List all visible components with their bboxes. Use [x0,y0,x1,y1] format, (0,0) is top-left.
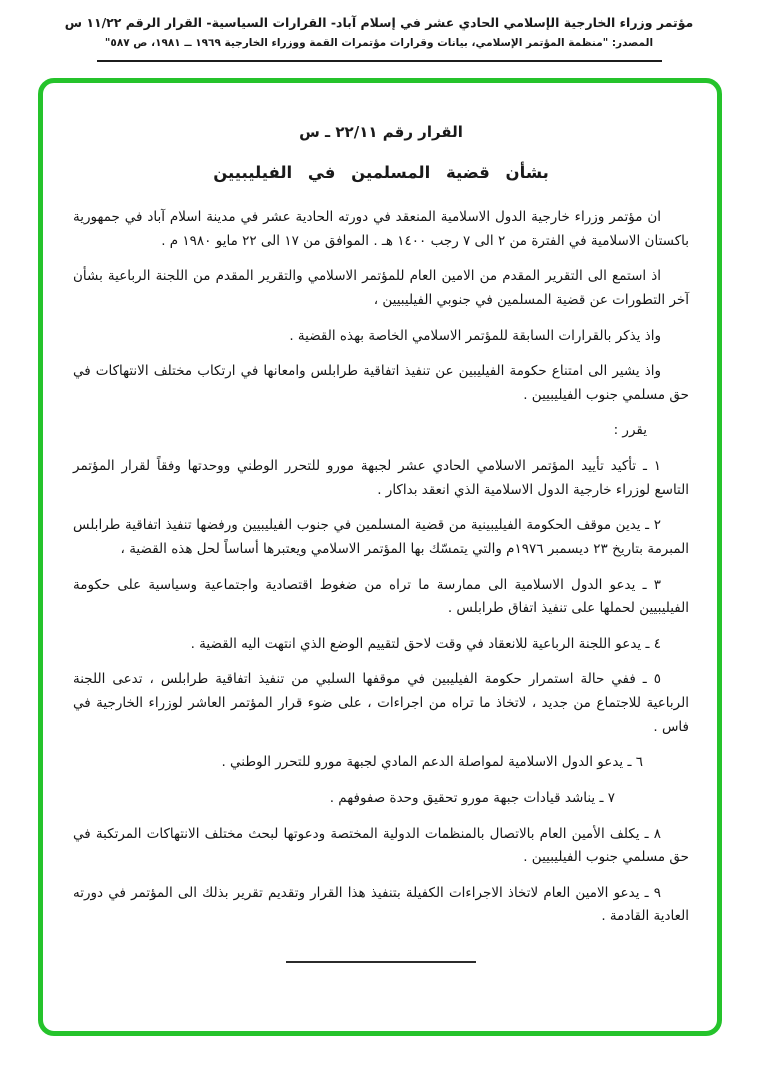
resolution-clause: ٨ ـ يكلف الأمين العام بالاتصال بالمنظمات الدولية المختصة ودعوتها لبحث مختلف الانتهاكات المرتكبة في حق مسلمي جنوب الفيليبيين . [73,825,689,866]
preamble-paragraph: ان مؤتمر وزراء خارجية الدول الاسلامية المنعقد في دورته الحادية عشر في مدينة اسلام آباد في جمهورية باكستان الاسلامية في الفترة من ٢ الى ٧ رجب ١٤٠٠ هـ . الموافق من ١٧ الى ٢٢ مايو ١٩٨٠ م . [73,209,689,249]
preamble-paragraph: واذ يذكر بالقرارات السابقة للمؤتمر الاسلامي الخاصة بهذه القضية . [289,327,661,344]
resolution-clause: ٣ ـ يدعو الدول الاسلامية الى ممارسة ما تراه من ضغوط اقتصادية واجتماعية وسياسية على حكومة الفيليبيين لحملها على تنفيذ اتفاق طرابلس . [73,576,689,617]
resolution-clause: ٩ ـ يدعو الامين العام لاتخاذ الاجراءات الكفيلة بتنفيذ هذا القرار وتقديم تقرير بذلك الى المؤتمر في دورته العادية القادمة . [73,884,689,925]
resolution-clause: ٥ ـ ففي حالة استمرار حكومة الفيليبين في موقفها السلبي من تنفيذ اتفاقية طرابلس ، تدعى اللجنة الرباعية للاجتماع من جديد ، لاتخاذ ما تراه من اجراءات ، على ضوء قرار المؤتمر العاشر لوزراء الخارجية في فاس . [73,671,689,735]
decree-label: يقرر : [613,422,647,439]
end-divider [286,961,476,963]
resolution-clause: ١ ـ تأكيد تأييد المؤتمر الاسلامي الحادي عشر لجبهة مورو للتحرر الوطني ووحدتها وفقاً لقرار المؤتمر التاسع لوزراء خارجية الدول الاسلامية الذي انعقد بداكار . [73,458,689,498]
resolution-clause: ٦ ـ يدعو الدول الاسلامية لمواصلة الدعم المادي لجبهة مورو للتحرر الوطني . [221,754,643,771]
preamble-paragraph: واذ يشير الى امتناع حكومة الفيليبين عن تنفيذ اتفاقية طرابلس وامعانها في ارتكاب مختلف الانتهاكات في حق مسلمي جنوب الفيليبيين . [73,363,689,403]
document-body [73,123,689,963]
header-divider [97,60,662,62]
document-frame [38,78,722,1036]
resolution-number: القرار رقم ٢٢/١١ ـ س [299,123,463,141]
resolution-clause: ٢ ـ يدين موقف الحكومة الفيليبينية من قضية المسلمين في جنوب الفيليبيين ورفضها تنفيذ اتفاقية طرابلس المبرمة بتاريخ ٢٣ ديسمبر ١٩٧٦م والتي يتمسّك بها المؤتمر الاسلامي ويعتبرها أساساً لحل هذه القضية ، [73,517,689,557]
document-header [0,0,758,62]
resolution-clause: ٧ ـ يناشد قيادات جبهة مورو تحقيق وحدة صفوفهم . [329,789,615,806]
header-title: مؤتمر وزراء الخارجية الإسلامي الحادي عشر في إسلام آباد- القرارات السياسية- القرار الرقم ١١/٢٢ س [64,15,694,30]
resolution-clause: ٤ ـ يدعو اللجنة الرباعية للانعقاد في وقت لاحق لتقييم الوضع الذي انتهت اليه القضية . [190,635,661,652]
resolution-subject: بشأن قضية المسلمين في الفيليبيين [213,163,549,182]
preamble-paragraph: اذ استمع الى التقرير المقدم من الامين العام للمؤتمر الاسلامي والتقرير المقدم من اللجنة الرباعية بشأن آخر التطورات عن قضية المسلمين في جنوبي الفيليبيين ، [73,268,689,308]
header-source: المصدر: "منظمة المؤتمر الإسلامي، بيانات وقرارات مؤتمرات القمة ووزراء الخارجية ١٩٦٩ ــ ١٩٨١، ص ٥٨٧" [104,37,654,49]
